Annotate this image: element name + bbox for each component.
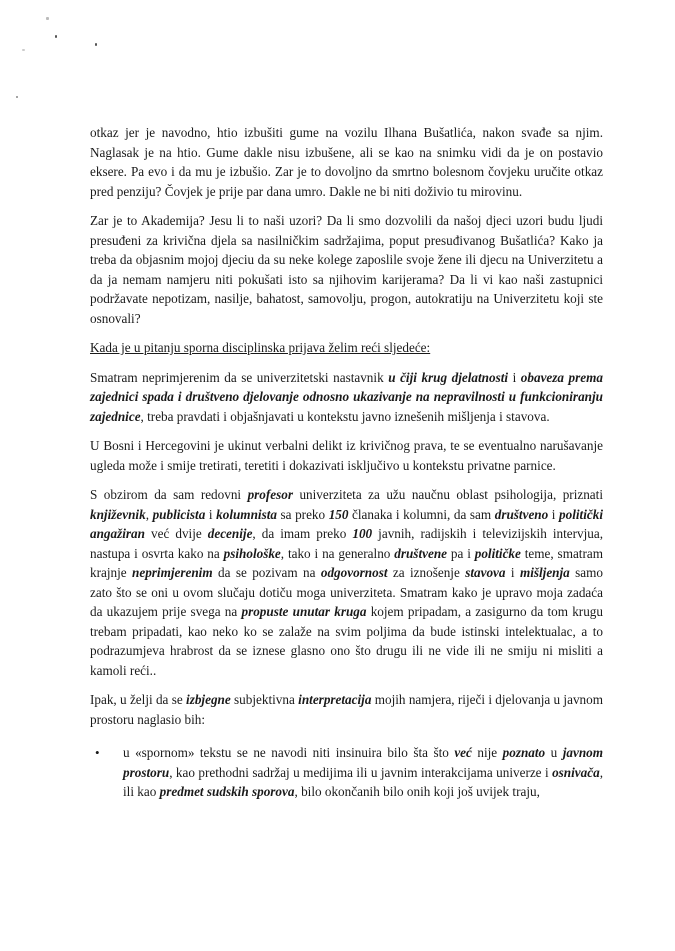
text-run: Zar je to Akademija? Jesu li to naši uzori? Da li smo dozvolili da našoj djeci uzori budu ljudi presuđeni za krivična djela sa nasilničkim sadržajima, poput presuđivanog Bušatlića? Kako ja treba da objasnim mojoj djeciu da su neke kolege zaposlile svoje žene ili djecu na Univerzitetu a da ja nemam namjeru niti pokušati isto sa njihovim karijerama? Da li vi kao naši zastupnici podržavate nepotizam, nasilje, bahatost, samovolju, progon, autokratiju na Univerzitetu koji ste osnovali? bbox=[90, 213, 603, 326]
text-run: mojih namjera, riječi i djelovanja u javnom prostoru naglasio bih: bbox=[90, 692, 603, 727]
scan-speck bbox=[16, 96, 18, 98]
paragraph bbox=[90, 211, 603, 328]
emphasis-text: mišljenja bbox=[519, 565, 570, 580]
text-run: već dvije bbox=[144, 526, 208, 541]
text-run: kojem pripadam, a zasigurno da tom krugu trebam pripadati, kao neko ko se zalaže na svim poljima da bude istinski intelektualac, a to podrazumjeva hrabrost da se iznese glasno ono što drugu ili ne vide ili ne smiju ni misliti a kamoli reći.. bbox=[90, 604, 603, 678]
text-run: u «spornom» tekstu se ne navodi niti insinuira bilo šta što bbox=[123, 745, 455, 760]
paragraph bbox=[90, 690, 603, 729]
emphasis-text: politički angažiran bbox=[90, 506, 603, 541]
text-run: pa i bbox=[447, 545, 475, 561]
emphasis-text: obaveza prema zajednici spada i društveno djelovanje odnosno ukazivanje na nepravilnosti u funkcioniranju zajednice bbox=[90, 369, 603, 424]
emphasis-text: odgovornost bbox=[320, 565, 388, 580]
emphasis-text: društveno bbox=[494, 506, 549, 522]
text-run: , ili kao bbox=[123, 764, 603, 799]
paragraph bbox=[90, 123, 603, 201]
emphasis-text: javnom prostoru bbox=[123, 745, 603, 780]
text-run: otkaz jer je navodno, htio izbušiti gume na vozilu Ilhana Bušatlića, nakon svađe sa njim. Naglasak je na htio. Gume dakle nisu izbušene, ali se kao na snimku vidi da je on postavio eksere. Pa evo i da mu je izbušio. Zar je to dovoljno da smrtno bolesnom čovjeku uručite otkaz pred penziju? Čovjek je prije par dana umro. Dakle ne bi niti doživio tu mirovinu. bbox=[90, 125, 603, 199]
text-run: javnih, radijskih i televizijskih intervjua, nastupa i osvrta kako na bbox=[90, 526, 603, 561]
paragraph bbox=[90, 368, 603, 427]
paragraph bbox=[90, 485, 603, 680]
emphasis-text: neprimjerenim bbox=[132, 565, 213, 580]
text-run: , bbox=[145, 506, 153, 522]
paragraph bbox=[90, 436, 603, 475]
scan-speck bbox=[46, 17, 49, 20]
text-run: za iznošenje bbox=[387, 565, 466, 580]
emphasis-text: stavova bbox=[465, 565, 506, 580]
list-item bbox=[95, 743, 603, 802]
emphasis-text: propuste unutar kruga bbox=[241, 604, 367, 619]
text-run: , tako i na generalno bbox=[280, 545, 395, 561]
document-page bbox=[90, 123, 603, 802]
text-run: samo zato što se oni u ovom slučaju dotiču moga univerziteta. Smatram kako je upravo moja zadaća da ukazujem prije svega na bbox=[90, 565, 603, 619]
emphasis-text: 100 bbox=[352, 526, 373, 541]
emphasis-text: osnivača bbox=[552, 764, 600, 780]
text-run: da se pozivam na bbox=[212, 565, 321, 580]
emphasis-text: književnik bbox=[90, 506, 146, 522]
bullet-icon: • bbox=[95, 745, 100, 760]
scan-speck bbox=[55, 35, 57, 38]
emphasis-text: poznato bbox=[502, 745, 546, 760]
text-run: i bbox=[508, 369, 521, 385]
text-run: Smatram neprimjerenim da se univerzitetski nastavnik bbox=[90, 369, 389, 385]
emphasis-text: političke bbox=[474, 545, 521, 561]
text-run: , bilo okončanih bilo onih koji još uvijek traju, bbox=[294, 784, 540, 799]
text-run: S obzirom da sam redovni bbox=[90, 487, 248, 502]
emphasis-text: interpretacija bbox=[298, 692, 372, 707]
text-run: i bbox=[548, 506, 560, 522]
text-run: sa preko bbox=[276, 506, 329, 522]
scan-speck bbox=[95, 43, 97, 46]
emphasis-text: predmet sudskih sporova bbox=[159, 784, 295, 799]
text-run: univerziteta za užu naučnu oblast psihologija, priznati bbox=[293, 487, 603, 502]
emphasis-text: profesor bbox=[247, 487, 293, 502]
emphasis-text: publicista bbox=[152, 506, 206, 522]
scan-speck bbox=[22, 49, 25, 51]
text-run: u bbox=[545, 745, 563, 760]
emphasis-text: decenije bbox=[207, 526, 253, 541]
emphasis-text: 150 bbox=[328, 506, 349, 522]
text-run: , kao prethodni sadržaj u medijima ili u javnim interakcijama univerze i bbox=[169, 764, 553, 780]
emphasis-text: psihološke bbox=[223, 545, 281, 561]
emphasis-text: društvene bbox=[394, 545, 447, 561]
text-run: subjektivna bbox=[230, 692, 299, 707]
text-run: , treba pravdati i objašnjavati u kontekstu javno iznešenih mišljenja i stavova. bbox=[140, 408, 550, 424]
emphasis-text: kolumnista bbox=[216, 506, 277, 522]
text-run: , da imam preko bbox=[252, 526, 353, 541]
emphasis-text: već bbox=[454, 745, 472, 760]
text-run: i bbox=[505, 565, 520, 580]
emphasis-text: izbjegne bbox=[186, 692, 231, 707]
section-heading bbox=[90, 338, 603, 358]
bullet-list bbox=[90, 743, 603, 802]
text-run: i bbox=[205, 506, 217, 522]
text-run: nije bbox=[471, 745, 503, 760]
underlined-text: Kada je u pitanju sporna disciplinska prijava želim reći sljedeće: bbox=[90, 340, 431, 355]
text-run: članaka i kolumni, da sam bbox=[348, 506, 495, 522]
text-run: U Bosni i Hercegovini je ukinut verbalni delikt iz krivičnog prava, te se eventualno narušavanje ugleda može i smije tretirati, teretiti i dokazivati isključivo u kontekstu privatne parnice. bbox=[90, 438, 603, 473]
emphasis-text: u čiji krug djelatnosti bbox=[388, 369, 509, 385]
text-run: Ipak, u želji da se bbox=[90, 692, 187, 707]
text-run: teme, smatram krajnje bbox=[90, 545, 603, 580]
